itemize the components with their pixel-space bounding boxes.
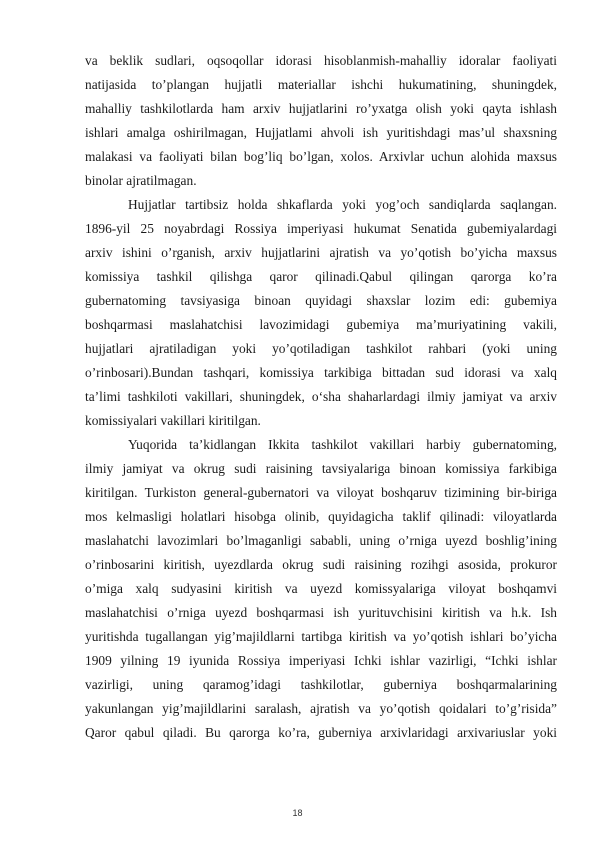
text-line: vazirligi, uning qaramog’idagi tashkilotlar, guberniya boshqarmalarining <box>85 677 557 692</box>
text-line: arxiv ishini o’rganish, arxiv hujjatlarini ajratish va yo’qotish bo’yicha maxsus <box>85 245 557 260</box>
text-line: hujjatlari ajratiladigan yoki yo’qotiladigan tashkilot rahbari (yoki uning <box>85 341 557 356</box>
text-line: yakunlangan yig’majildlarini saralash, ajratish va yo’qotish qoidalari to’g’risida” <box>85 701 557 716</box>
text-line: komissiya tashkil qilishga qaror qilinadi.Qabul qilingan qarorga ko’ra <box>85 269 557 284</box>
text-line: Qaror qabul qiladi. Bu qarorga ko’ra, guberniya arxivlaridagi arxivariuslar yoki <box>85 725 557 740</box>
text-line: 1896-yil 25 noyabrdagi Rossiya imperiyasi hukumat Senatida gubemiyalardagi <box>85 221 557 236</box>
text-line: gubernatoming tavsiyasiga binoan quyidagi shaxslar lozim edi: gubemiya <box>85 293 557 308</box>
text-line: kiritilgan. Turkiston general-gubernatori va viloyat boshqaruv tizimining bir-biriga <box>85 485 557 500</box>
text-line: malakasi va faoliyati bilan bog’liq bo’lgan, xolos. Arxivlar uchun alohida maxsus <box>85 149 557 164</box>
text-line: o’miga xalq sudyasini kiritish va uyezd komissyalariga viloyat boshqamvi <box>85 581 557 596</box>
text-line: maslahatchisi o’rniga uyezd boshqarmasi ish yurituvchisini kiritish va h.k. Ish <box>85 605 557 620</box>
document-body <box>85 49 557 745</box>
text-line: komissiyalari vakillari kiritilgan. <box>85 413 261 428</box>
text-line: Yuqorida ta’kidlangan Ikkita tashkilot vakillari harbiy gubernatoming, <box>128 437 557 452</box>
text-line: mahalliy tashkilotlarda ham arxiv hujjatlarini ro’yxatga olish yoki qayta ishlash <box>85 101 557 116</box>
text-line: Hujjatlar tartibsiz holda shkaflarda yoki yog’och sandiqlarda saqlangan. <box>128 197 557 212</box>
text-line: boshqarmasi maslahatchisi lavozimidagi gubemiya ma’muriyatining vakili, <box>85 317 557 332</box>
text-line: ilmiy jamiyat va okrug sudi raisining tavsiyalariga binoan komissiya farkibiga <box>85 461 557 476</box>
text-line: mos kelmasligi holatlari hisobga olinib, quyidagicha taklif qilinadi: viloyatlarda <box>85 509 557 524</box>
text-line: binolar ajratilmagan. <box>85 173 197 188</box>
page-number: 18 <box>292 808 303 818</box>
text-line: o’rinbosarini kiritish, uyezdlarda okrug sudi raisining rozihgi asosida, prokuror <box>85 557 557 572</box>
text-line: natijasida to’plangan hujjatli materiallar ishchi hukumatining, shuningdek, <box>85 77 557 92</box>
text-line: ta’limi tashkiloti vakillari, shuningdek, o‘sha shaharlardagi ilmiy jamiyat va arxiv <box>85 389 557 404</box>
text-line: yuritishda tugallangan yig’majildlarni tartibga kiritish va yo’qotish ishlari bo’yicha <box>85 629 557 644</box>
text-line: maslahatchi lavozimlari bo’lmaganligi sababli, uning o’rniga uyezd boshlig’ining <box>85 533 557 548</box>
text-line: va beklik sudlari, oqsoqollar idorasi hisoblanmish-mahalliy idoralar faoliyati <box>85 53 557 68</box>
text-line: 1909 yilning 19 iyunida Rossiya imperiyasi Ichki ishlar vazirligi, “Ichki ishlar <box>85 653 557 668</box>
text-line: o’rinbosari).Bundan tashqari, komissiya tarkibiga bittadan sud idorasi va xalq <box>85 365 557 380</box>
text-line: ishlari amalga oshirilmagan, Hujjatlami ahvoli ish yuritishdagi mas’ul shaxsning <box>85 125 557 140</box>
